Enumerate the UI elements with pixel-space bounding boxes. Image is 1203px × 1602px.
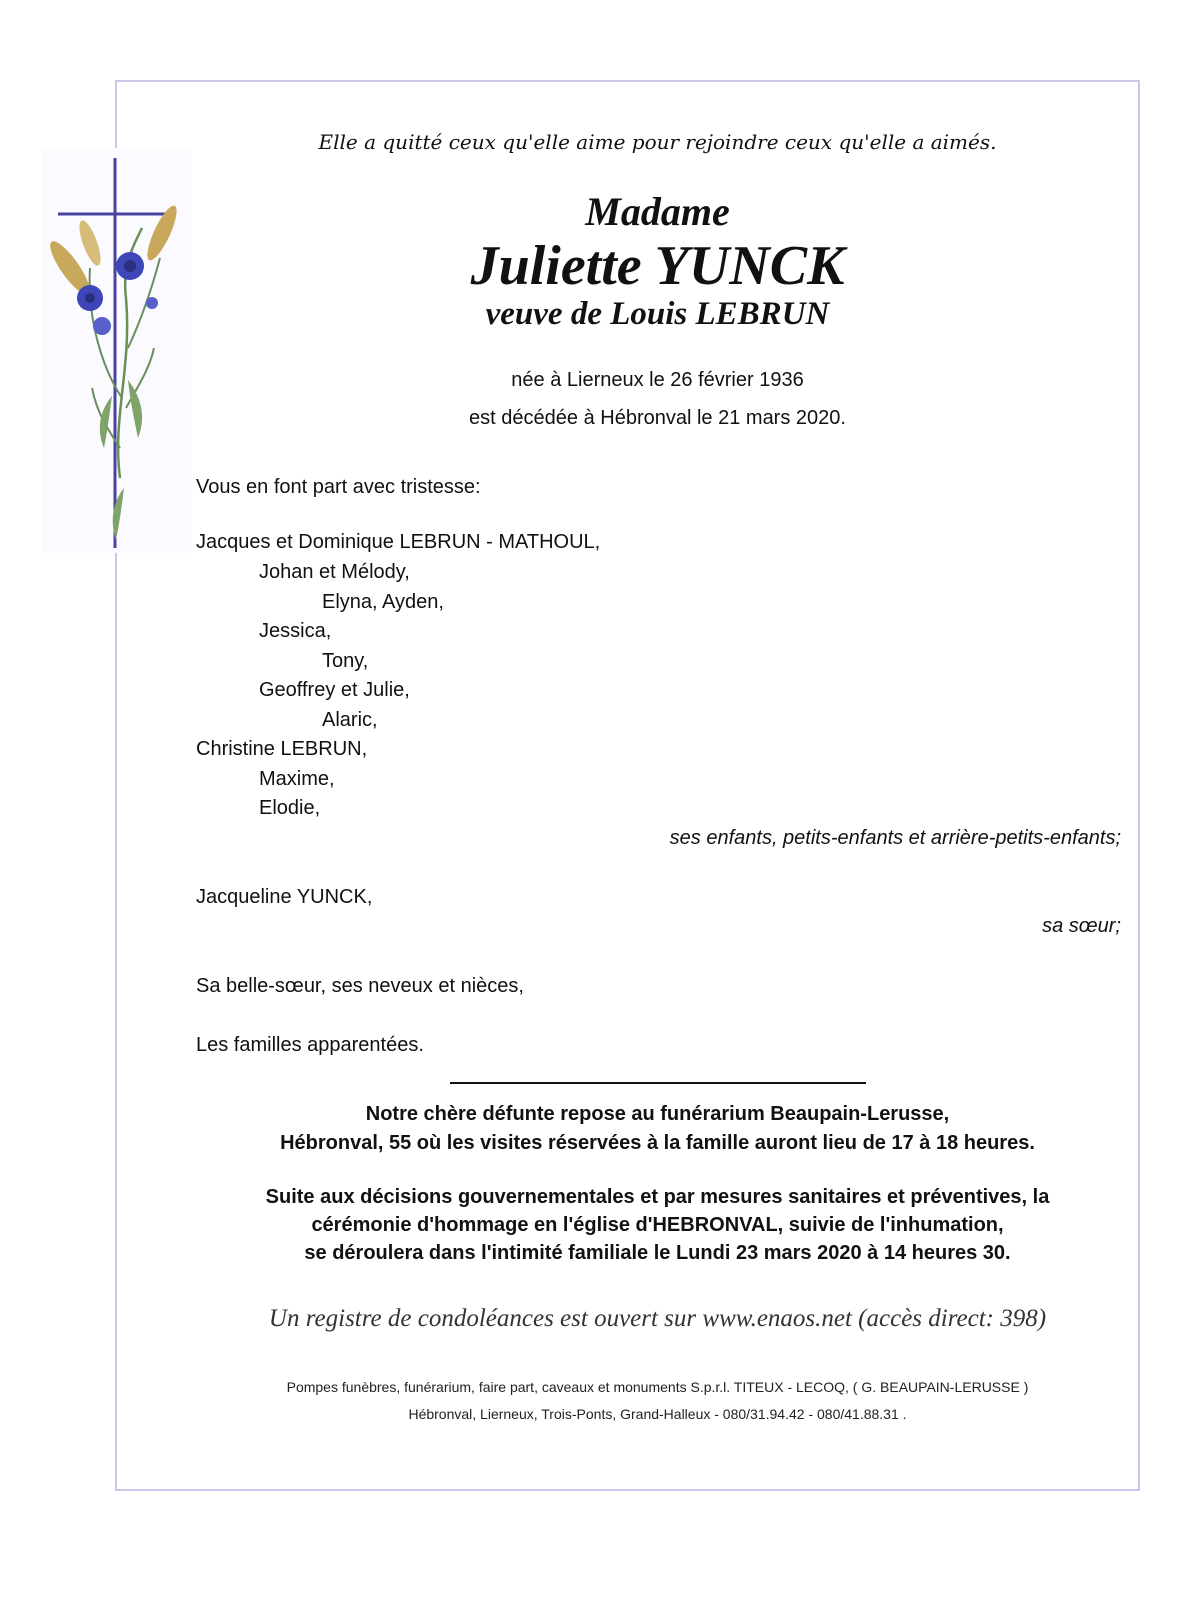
family-member: Christine LEBRUN, — [196, 738, 368, 760]
condolence-registry: Un registre de condoléances est ouvert sur www.enaos.net (accès direct: 398) — [268, 1305, 1047, 1332]
notice-line: cérémonie d'hommage en l'église d'HEBRONVAL, suivie de l'inhumation, — [311, 1214, 1004, 1236]
notice-line: Hébronval, 55 où les visites réservées à la famille auront lieu de 17 à 18 heures. — [280, 1132, 1035, 1154]
family-member: Johan et Mélody, — [259, 561, 410, 583]
sister-name: Jacqueline YUNCK, — [196, 886, 373, 908]
sister-caption: sa sœur; — [1042, 915, 1121, 937]
divider — [450, 1082, 866, 1084]
notice-line: Suite aux décisions gouvernementales et par mesures sanitaires et préventives, la — [265, 1186, 1050, 1208]
family-member: Tony, — [322, 650, 369, 672]
family-member: Elodie, — [259, 797, 321, 819]
funeral-home-contacts: Hébronval, Lierneux, Trois-Ponts, Grand-Halleux - 080/31.94.42 - 080/41.88.31 . — [408, 1406, 907, 1422]
family-member: Maxime, — [259, 768, 335, 790]
family-member: Elyna, Ayden, — [322, 591, 444, 613]
funeral-home-info: Pompes funèbres, funérarium, faire part, caveaux et monuments S.p.r.l. TITEUX - LECOQ, ( G. BEAUPAIN-LERUSSE ) — [286, 1379, 1029, 1395]
birth-statement: née à Lierneux le 26 février 1936 — [511, 369, 804, 391]
death-statement: est décédée à Hébronval le 21 mars 2020. — [469, 407, 846, 429]
family-member: Jessica, — [259, 620, 332, 642]
widow-of: veuve de Louis LEBRUN — [485, 296, 830, 332]
epitaph-quote: Elle a quitté ceux qu'elle aime pour rejoindre ceux qu'elle a aimés. — [318, 130, 997, 154]
intro-text: Vous en font part avec tristesse: — [196, 476, 481, 498]
family-member: Jacques et Dominique LEBRUN - MATHOUL, — [196, 531, 601, 553]
notice-line: Notre chère défunte repose au funérarium Beaupain-Lerusse, — [365, 1103, 950, 1125]
family-member: Geoffrey et Julie, — [259, 679, 410, 701]
notice-line: se déroulera dans l'intimité familiale le Lundi 23 mars 2020 à 14 heures 30. — [304, 1242, 1011, 1264]
children-caption: ses enfants, petits-enfants et arrière-petits-enfants; — [669, 827, 1121, 849]
honorific-title: Madame — [585, 189, 730, 234]
deceased-name: Juliette YUNCK — [470, 235, 845, 297]
families-text: Les familles apparentées. — [196, 1034, 424, 1056]
relatives-text: Sa belle-sœur, ses neveux et nièces, — [196, 975, 524, 997]
family-member: Alaric, — [322, 709, 378, 731]
